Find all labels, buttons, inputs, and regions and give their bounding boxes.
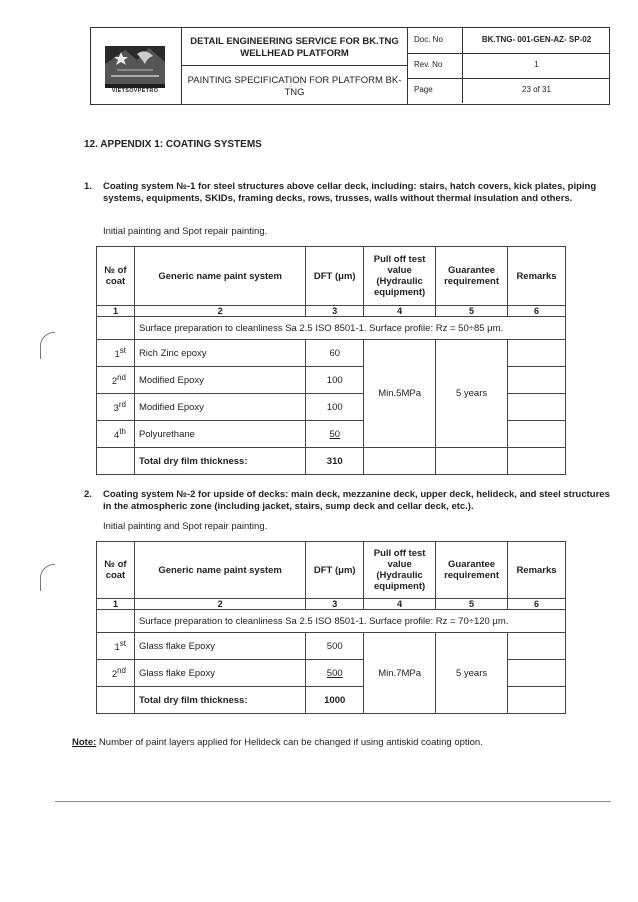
total-value: 310 [306,448,364,475]
paint-name: Glass flake Epoxy [134,660,305,687]
index-cell: 2 [134,599,305,610]
doc-no-row [408,28,609,54]
coat-number: 3rd [97,394,135,421]
rev-no-value: 1 [534,60,539,69]
paint-name: Rich Zinc epoxy [134,340,305,367]
system1-number: 1. [84,181,92,192]
dft-value: 100 [306,367,364,394]
document-title: PAINTING SPECIFICATION FOR PLATFORM BK-TNG [187,75,402,98]
table-index-row [97,599,566,610]
title-cell [182,28,408,104]
project-title: DETAIL ENGINEERING SERVICE FOR BK.TNG WELLHEAD PLATFORM [182,28,407,66]
empty-cell [508,687,566,714]
total-label: Total dry film thickness: [134,687,305,714]
total-value: 1000 [306,687,364,714]
vietsovpetro-logo [97,40,173,90]
index-cell: 5 [436,306,508,317]
scan-margin-mark [40,564,55,591]
empty-cell [436,448,508,475]
empty-cell [97,317,135,340]
system2-text: Coating system №-2 for upside of decks: main deck, mezzanine deck, upper deck, helideck, and steel structures in the atmospheric zone (including jacket, stairs, sump deck and cellar deck, etc.). [103,489,610,512]
coat-number: 4th [97,421,135,448]
surface-prep-row [97,317,566,340]
remarks-cell [508,660,566,687]
paint-name: Modified Epoxy [134,367,305,394]
total-label: Total dry film thickness: [134,448,305,475]
remarks-cell [508,633,566,660]
pull-off-value: Min.7MPa [364,633,436,714]
index-cell: 6 [508,306,566,317]
footer-rule [55,801,611,802]
remarks-cell [508,421,566,448]
table-index-row [97,306,566,317]
header-remarks: Remarks [508,542,566,599]
header-remarks: Remarks [508,247,566,306]
index-cell: 3 [306,306,364,317]
header-pull-off: Pull off test value (Hydraulic equipment) [364,247,436,306]
system1-text: Coating system №-1 for steel structures above cellar deck, including: stairs, hatch covers, kick plates, piping systems, equipments, SKIDs, framing decks, rows, trusses, walls without thermal insulation and others. [103,181,597,204]
total-row [97,448,566,475]
system2-subtitle: Initial painting and Spot repair painting. [103,521,268,532]
coat-number: 1st [97,340,135,367]
section-title: 12. APPENDIX 1: COATING SYSTEMS [84,139,262,150]
empty-cell [97,610,135,633]
dft-value: 500 [306,633,364,660]
table-header-row [97,247,566,306]
index-cell: 5 [436,599,508,610]
empty-cell [508,448,566,475]
header-coat-no: № of coat [97,542,135,599]
document-meta [408,28,609,104]
note [72,737,483,748]
doc-no-label: Doc. No [408,28,463,53]
coat-number: 2nd [97,660,135,687]
guarantee-value: 5 years [436,633,508,714]
logo-wordmark: VIETSOVPETRO [111,88,159,94]
index-cell: 6 [508,599,566,610]
coating-table-1 [96,246,566,475]
paint-name: Modified Epoxy [134,394,305,421]
note-label: Note: [72,737,97,748]
header-pull-off: Pull off test value (Hydraulic equipment) [364,542,436,599]
remarks-cell [508,367,566,394]
page-label: Page [408,78,463,103]
pull-off-value: Min.5MPa [364,340,436,448]
empty-cell [364,448,436,475]
table-header-row [97,542,566,599]
header-guarantee: Guarantee requirement [436,247,508,306]
index-cell: 1 [97,599,135,610]
index-cell: 3 [306,599,364,610]
empty-cell [97,448,135,475]
page-value: 23 of 31 [522,85,551,94]
document-header [90,27,610,105]
header-guarantee: Guarantee requirement [436,542,508,599]
dft-value: 500 [306,660,364,687]
note-text: Number of paint layers applied for Helideck can be changed if using antiskid coating option. [98,737,483,748]
guarantee-value: 5 years [436,340,508,448]
table-row [97,633,566,660]
dft-value: 50 [306,421,364,448]
page-row [408,78,609,103]
header-generic-name: Generic name paint system [134,247,305,306]
table-row [97,340,566,367]
scan-margin-mark [40,332,55,359]
doc-no-value: BK.TNG- 001-GEN-AZ- SP-02 [481,35,592,44]
system2-number: 2. [84,489,92,500]
surface-prep-text: Surface preparation to cleanliness Sa 2.5 ISO 8501-1. Surface profile: Rz = 70÷120 μm. [134,610,565,633]
surface-prep-text: Surface preparation to cleanliness Sa 2.5 ISO 8501-1. Surface profile: Rz = 50÷85 μm. [134,317,565,340]
index-cell: 1 [97,306,135,317]
header-coat-no: № of coat [97,247,135,306]
system1-subtitle: Initial painting and Spot repair painting. [103,226,268,237]
paint-name: Glass flake Epoxy [134,633,305,660]
coating-table-2 [96,541,566,714]
rev-no-label: Rev. No [408,53,463,78]
paint-name: Polyurethane [134,421,305,448]
index-cell: 2 [134,306,305,317]
coat-number: 1st [97,633,135,660]
header-dft: DFT (μm) [306,247,364,306]
dft-value: 100 [306,394,364,421]
rev-no-row [408,53,609,79]
header-generic-name: Generic name paint system [134,542,305,599]
remarks-cell [508,340,566,367]
index-cell: 4 [364,599,436,610]
surface-prep-row [97,610,566,633]
dft-value: 60 [306,340,364,367]
empty-cell [97,687,135,714]
index-cell: 4 [364,306,436,317]
coat-number: 2nd [97,367,135,394]
logo-cell [91,28,182,104]
remarks-cell [508,394,566,421]
header-dft: DFT (μm) [306,542,364,599]
